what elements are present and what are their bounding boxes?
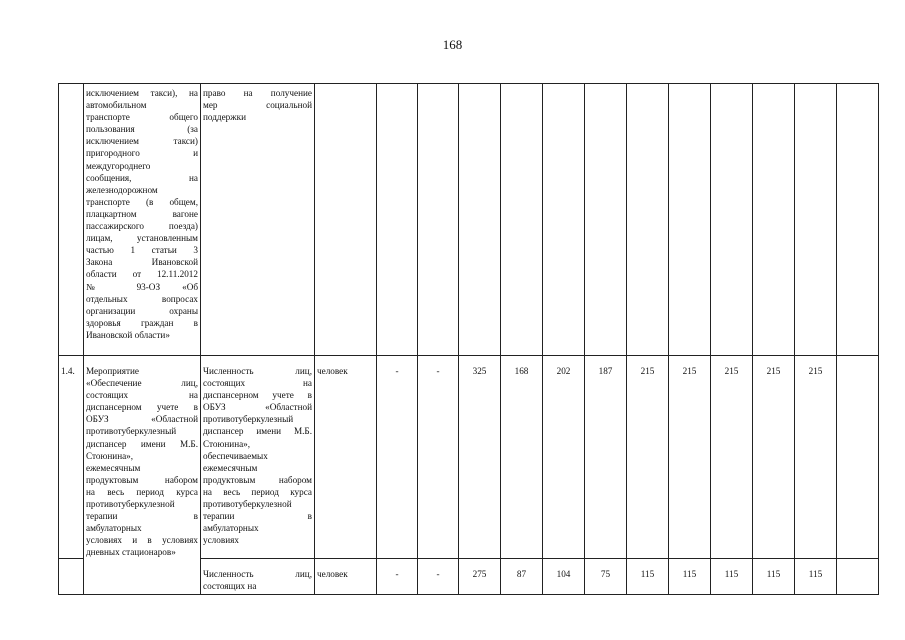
- value-cell: 115: [795, 559, 837, 595]
- value-cell: 215: [795, 356, 837, 559]
- cell-line: Стоюнина»,: [203, 438, 251, 449]
- cell-line: диспансер имени М.Б.: [86, 438, 198, 449]
- value-cell: [837, 84, 879, 356]
- cell-line: противотуберкулезной: [203, 499, 292, 510]
- cell-line: мер социальной: [203, 100, 312, 111]
- cell-line: поддержки: [203, 112, 246, 123]
- cell-line: № 93-ОЗ «Об: [86, 281, 198, 292]
- value-cell: [627, 84, 669, 356]
- cell-line: пассажирского поезда): [86, 221, 198, 232]
- table-row: [59, 559, 879, 595]
- cell-line: Численность лиц,: [203, 366, 312, 376]
- value-cell: [459, 84, 501, 356]
- cell-line: условиях: [203, 535, 239, 546]
- cell-line: Стоюнина»,: [86, 450, 134, 461]
- value-cell: 215: [669, 356, 711, 559]
- cell-line: противотуберкулезной: [86, 499, 175, 510]
- cell-line: Мероприятие: [86, 366, 139, 376]
- indicators-table: [58, 83, 879, 595]
- row-index-cell: 1.4.: [59, 356, 84, 559]
- cell-line: амбулаторных: [203, 523, 259, 534]
- cell-line: ежемесячным: [203, 462, 258, 473]
- table-row: [59, 84, 879, 356]
- value-cell: 115: [711, 559, 753, 595]
- cell-line: организации охраны: [86, 305, 198, 316]
- cell-line: Закона Ивановской: [86, 257, 198, 268]
- cell-line: противотуберкулезный: [203, 414, 294, 425]
- value-cell: 275: [459, 559, 501, 595]
- cell-line: продуктовым набором: [203, 474, 312, 485]
- table-row: [59, 356, 879, 559]
- value-cell: [377, 84, 418, 356]
- unit-cell: человек: [315, 356, 377, 559]
- cell-line: право на получение: [203, 88, 312, 98]
- measure-cell: [84, 84, 201, 356]
- cell-line: плацкартном вагоне: [86, 208, 198, 219]
- value-cell: 202: [543, 356, 585, 559]
- value-cell: [669, 84, 711, 356]
- measure-cell: [84, 356, 201, 559]
- cell-line: Численность лиц,: [203, 569, 312, 579]
- cell-line: железнодорожном: [86, 184, 158, 195]
- cell-line: на весь период курса: [203, 486, 312, 497]
- value-cell: [501, 84, 543, 356]
- value-cell: -: [418, 356, 459, 559]
- cell-line: транспорте (в общем,: [86, 196, 198, 207]
- cell-line: ежемесячным: [86, 462, 141, 473]
- indicator-cell: [201, 84, 315, 356]
- value-cell: 115: [669, 559, 711, 595]
- value-cell: 215: [711, 356, 753, 559]
- cell-line: исключением такси), на: [86, 88, 198, 98]
- value-cell: 215: [753, 356, 795, 559]
- unit-cell: человек: [315, 559, 377, 595]
- cell-line: транспорте общего: [86, 112, 198, 123]
- page-number: 168: [442, 37, 463, 52]
- cell-line: состоящих на: [203, 581, 257, 592]
- unit-cell: [315, 84, 377, 356]
- cell-line: обеспечиваемых: [203, 450, 268, 461]
- cell-line: ОБУЗ «Областной: [86, 414, 198, 425]
- cell-line: диспансер имени М.Б.: [203, 426, 312, 437]
- value-cell: 115: [627, 559, 669, 595]
- value-cell: [837, 559, 879, 595]
- cell-line: области от 12.11.2012: [86, 269, 198, 280]
- value-cell: [711, 84, 753, 356]
- cell-line: состоящих на: [86, 390, 198, 401]
- measure-cell: [84, 559, 201, 595]
- value-cell: 168: [501, 356, 543, 559]
- indicator-cell: [201, 559, 315, 595]
- cell-line: на весь период курса: [86, 486, 198, 497]
- cell-line: терапии в: [203, 511, 312, 522]
- value-cell: 104: [543, 559, 585, 595]
- cell-line: ОБУЗ «Областной: [203, 402, 312, 413]
- row-index-cell: [59, 84, 84, 356]
- value-cell: -: [377, 559, 418, 595]
- cell-line: сообщения, на: [86, 172, 198, 183]
- cell-line: автомобильном: [86, 100, 147, 111]
- value-cell: 87: [501, 559, 543, 595]
- value-cell: [795, 84, 837, 356]
- value-cell: -: [377, 356, 418, 559]
- value-cell: 325: [459, 356, 501, 559]
- cell-line: частью 1 статьи 3: [86, 245, 198, 256]
- value-cell: 215: [627, 356, 669, 559]
- value-cell: [837, 356, 879, 559]
- cell-line: дневных стационаров»: [86, 547, 176, 558]
- value-cell: [418, 84, 459, 356]
- row-index-cell: [59, 559, 84, 595]
- cell-line: состоящих на: [203, 378, 312, 389]
- cell-line: пользования (за: [86, 124, 198, 135]
- cell-line: условиях и в условиях: [86, 535, 198, 546]
- value-cell: 75: [585, 559, 627, 595]
- cell-line: диспансерном учете в: [86, 402, 198, 413]
- cell-line: исключением такси): [86, 136, 198, 147]
- cell-line: противотуберкулезный: [86, 426, 177, 437]
- cell-line: отдельных вопросах: [86, 293, 198, 304]
- cell-line: пригородного и: [86, 148, 198, 159]
- cell-line: продуктовым набором: [86, 474, 198, 485]
- cell-line: диспансерном учете в: [203, 390, 312, 401]
- value-cell: [543, 84, 585, 356]
- cell-line: междугороднего: [86, 160, 151, 171]
- indicator-cell: [201, 356, 315, 559]
- cell-line: Ивановской области»: [86, 329, 170, 340]
- cell-line: терапии в: [86, 511, 198, 522]
- value-cell: 187: [585, 356, 627, 559]
- value-cell: -: [418, 559, 459, 595]
- cell-line: амбулаторных: [86, 523, 142, 534]
- value-cell: 115: [753, 559, 795, 595]
- value-cell: [753, 84, 795, 356]
- cell-line: здоровья граждан в: [86, 317, 198, 328]
- cell-line: лицам, установленным: [86, 233, 198, 244]
- value-cell: [585, 84, 627, 356]
- cell-line: «Обеспечение лиц,: [86, 378, 198, 389]
